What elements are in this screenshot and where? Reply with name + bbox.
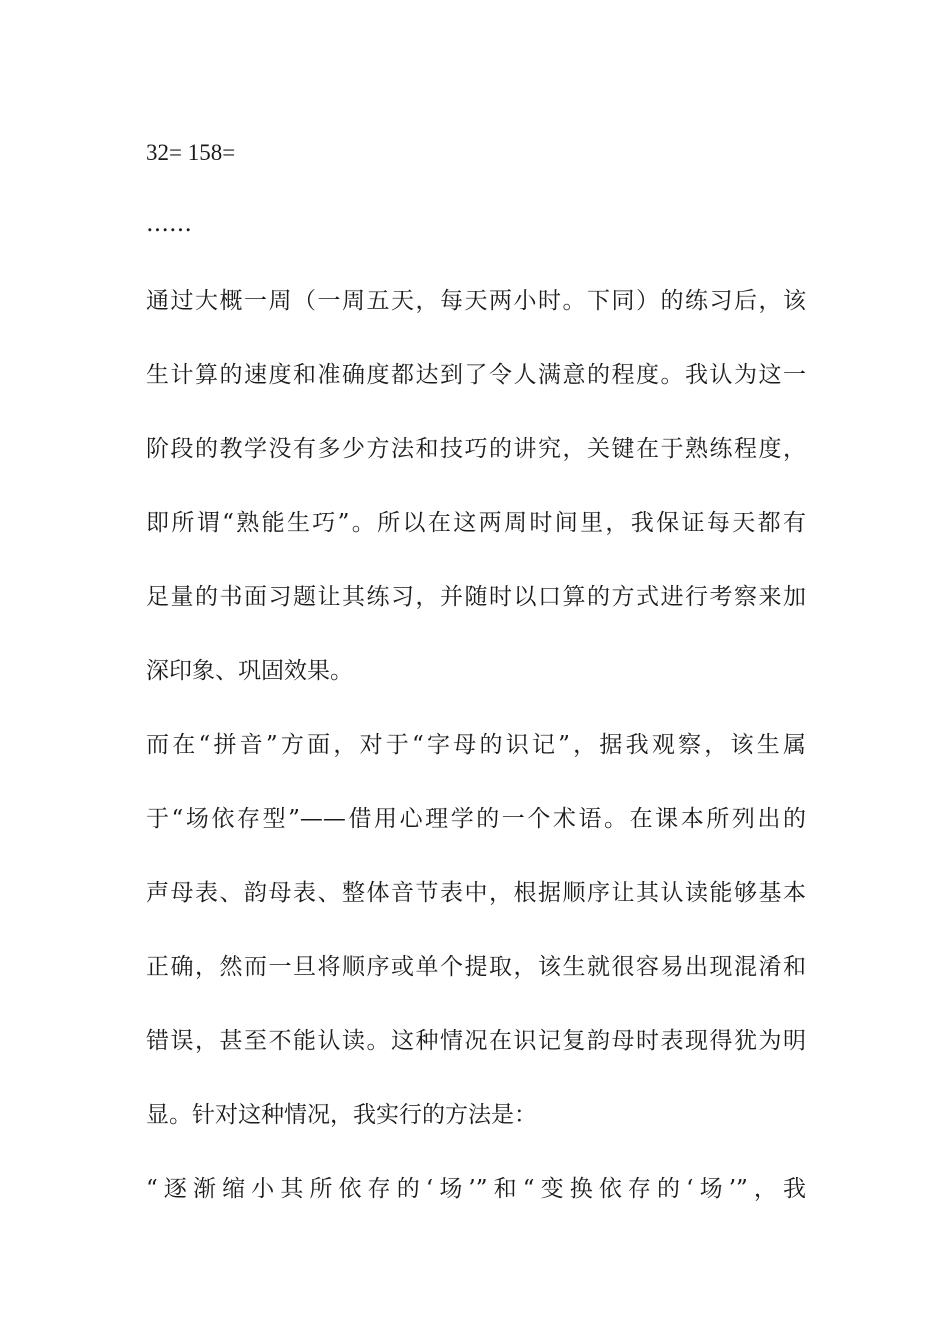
paragraph-1-line-6: 深印象、巩固效果。 bbox=[146, 658, 353, 684]
math-exercise-line: 32= 158= bbox=[146, 140, 236, 165]
paragraph-2-line-6: 显。针对这种情况，我实行的方法是： bbox=[146, 1102, 537, 1128]
paragraph-1-line-2: 生计算的速度和准确度都达到了令人满意的程度。我认为这一 bbox=[146, 362, 806, 388]
paragraph-2-line-4: 正确，然而一旦将顺序或单个提取，该生就很容易出现混淆和 bbox=[146, 954, 806, 980]
paragraph-1-line-1: 通过大概一周（一周五天，每天两小时。下同）的练习后，该 bbox=[146, 288, 806, 314]
paragraph-3-line-1: “逐渐缩小其所依存的‘场’”和“变换依存的‘场’”，我 bbox=[146, 1176, 806, 1202]
paragraph-2-line-1: 而在“拼音”方面，对于“字母的识记”，据我观察，该生属 bbox=[146, 732, 806, 758]
ellipsis-line: …… bbox=[146, 211, 192, 237]
paragraph-1-line-3: 阶段的教学没有多少方法和技巧的讲究，关键在于熟练程度， bbox=[146, 436, 806, 462]
paragraph-1-line-5: 足量的书面习题让其练习，并随时以口算的方式进行考察来加 bbox=[146, 584, 806, 610]
paragraph-2-line-2: 于“场依存型”——借用心理学的一个术语。在课本所列出的 bbox=[146, 806, 806, 832]
paragraph-2-line-3: 声母表、韵母表、整体音节表中，根据顺序让其认读能够基本 bbox=[146, 880, 806, 906]
paragraph-2-line-5: 错误，甚至不能认读。这种情况在识记复韵母时表现得犹为明 bbox=[146, 1028, 806, 1054]
paragraph-1-line-4: 即所谓“熟能生巧”。所以在这两周时间里，我保证每天都有 bbox=[146, 510, 806, 536]
